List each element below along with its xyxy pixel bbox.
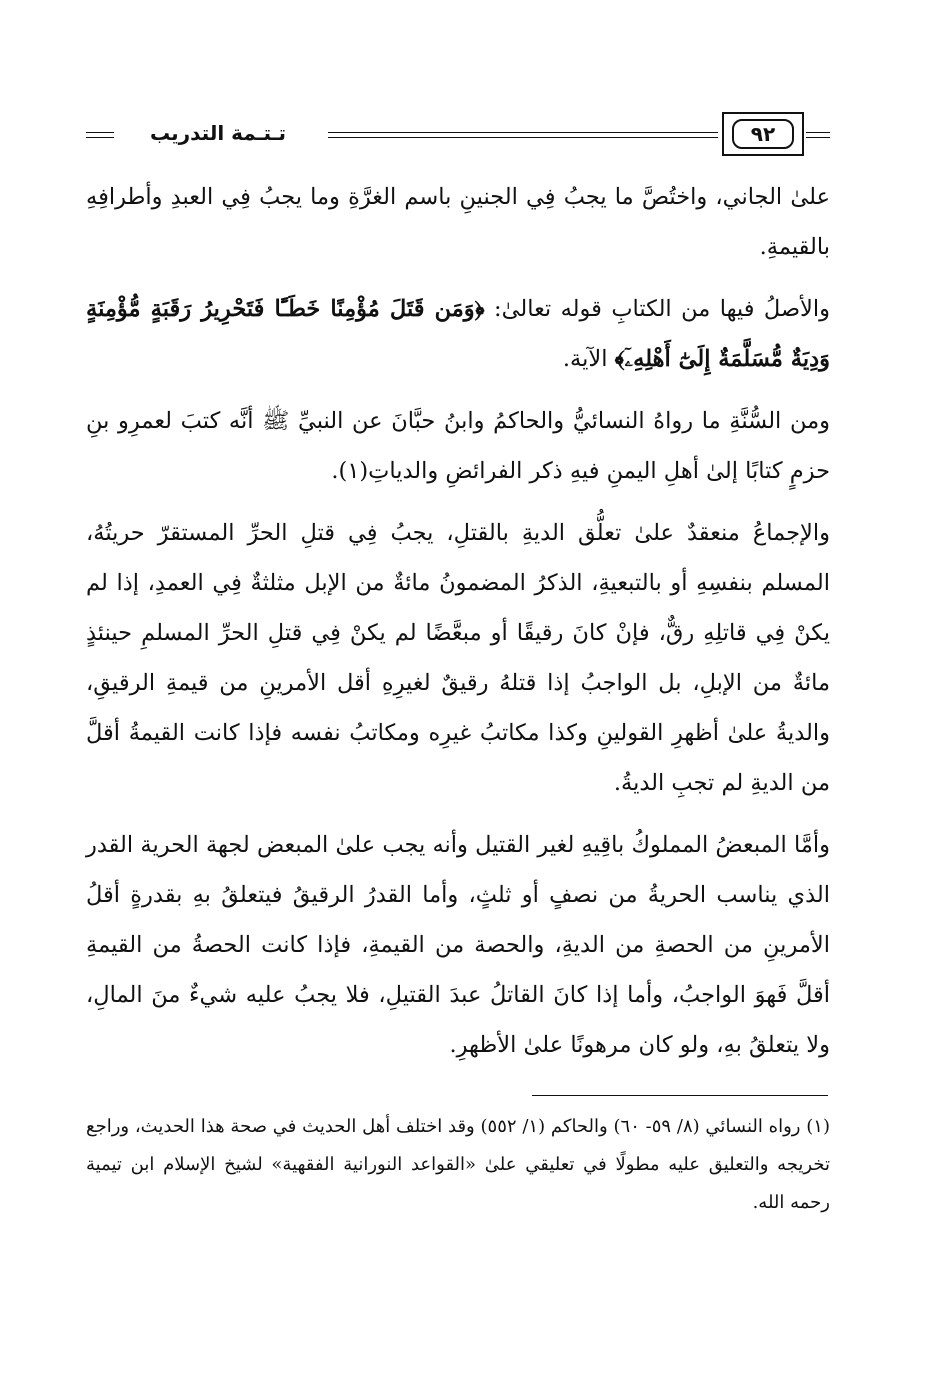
page-number-frame (722, 112, 804, 156)
header-rule-right (806, 132, 830, 138)
page-number: ٩٢ (732, 119, 794, 149)
main-text (86, 172, 830, 1082)
paragraph-intro: والأصلُ فيها من الكتابِ قوله تعالىٰ: (484, 296, 830, 322)
paragraph: علىٰ الجاني، واختُصَّ ما يجبُ فِي الجنينِ باسم الغرَّةِ وما يجبُ فِي العبدِ وأطرافِهِ بالقيمةِ. (86, 184, 830, 260)
footnotes (86, 1108, 830, 1222)
quran-verse: ﴿وَمَن قَتَلَ مُؤْمِنًا خَطَـًٔا فَتَحْرِيرُ رَقَبَةٍ مُّؤْمِنَةٍ وَدِيَةٌ مُّسَلَّمَةٌ إِلَىٰٓ أَهْلِهِۦٓ﴾ (86, 296, 830, 372)
running-title: تـتـمة التدريب (149, 121, 287, 145)
page-header (86, 112, 830, 160)
header-rule-middle (328, 132, 718, 138)
footnote-separator (532, 1095, 828, 1096)
paragraph-outro: الآية. (562, 346, 615, 372)
paragraph: وأمَّا المبعضُ المملوكُ باقِيهِ لغير القتيل وأنه يجب علىٰ المبعض لجهة الحرية القدر الذي يناسب الحريةُ من نصفٍ أو ثلثٍ، وأما القدرُ الرقيقُ فيتعلقُ بهِ بقدرةٍ أقلُ الأمرينِ من الحصةِ من الديةِ، والحصة من القيمةِ، فإذا كانت الحصةُ من القيمةِ أقلَّ فَهوَ الواجبُ، وأما إذا كانَ القاتلُ عبدَ القتيلِ، فلا يجبُ عليه شيءٌ منَ المالِ، ولا يتعلقُ بهِ، ولو كان مرهونًا علىٰ الأظهرِ. (86, 832, 830, 1058)
paragraph-with-verse (86, 284, 830, 384)
header-rule-left (86, 132, 114, 138)
paragraph: والإجماعُ منعقدٌ علىٰ تعلُّق الديةِ بالقتلِ، يجبُ فِي قتلِ الحرِّ المستقرّ حريتُهُ، المسلم بنفسِهِ أو بالتبعيةِ، الذكرُ المضمونُ مائةٌ من الإبل مثلثةٌ فِي العمدِ، إذا لم يكنْ فِي قاتلِهِ رقٌّ، فإنْ كانَ رقيقًا أو مبعَّضًا لم يكنْ فِي قتلِ الحرِّ المسلمِ حينئذٍ مائةٌ من الإبلِ، بل الواجبُ إذا قتلهُ رقيقٌ لغيرِهِ أقل الأمرينِ من قيمةِ الرقيقِ، والديةُ علىٰ أظهرِ القولينِ وكذا مكاتبُ غيرِه ومكاتبُ نفسه فإذا كانت القيمةُ أقلَّ من الديةِ لم تجبِ الديةُ. (86, 520, 830, 796)
footnote: (١) رواه النسائي (٨/ ٥٩- ٦٠) والحاكم (١/ ٥٥٢) وقد اختلف أهل الحديث في صحة هذا الحديث، وراجع تخريجه والتعليق عليه مطولًا في تعليقي علىٰ «القواعد النورانية الفقهية» لشيخ الإسلام ابن تيمية رحمه الله. (86, 1116, 830, 1213)
paragraph: ومن السُّنَّةِ ما رواهُ النسائيُّ والحاكمُ وابنُ حبَّانَ عن النبيِّ ﷺ أنَّه كتبَ لعمرِو بنِ حزمٍ كتابًا إلىٰ أهلِ اليمنِ فيهِ ذكر الفرائضِ والدياتِ(١). (86, 408, 830, 484)
